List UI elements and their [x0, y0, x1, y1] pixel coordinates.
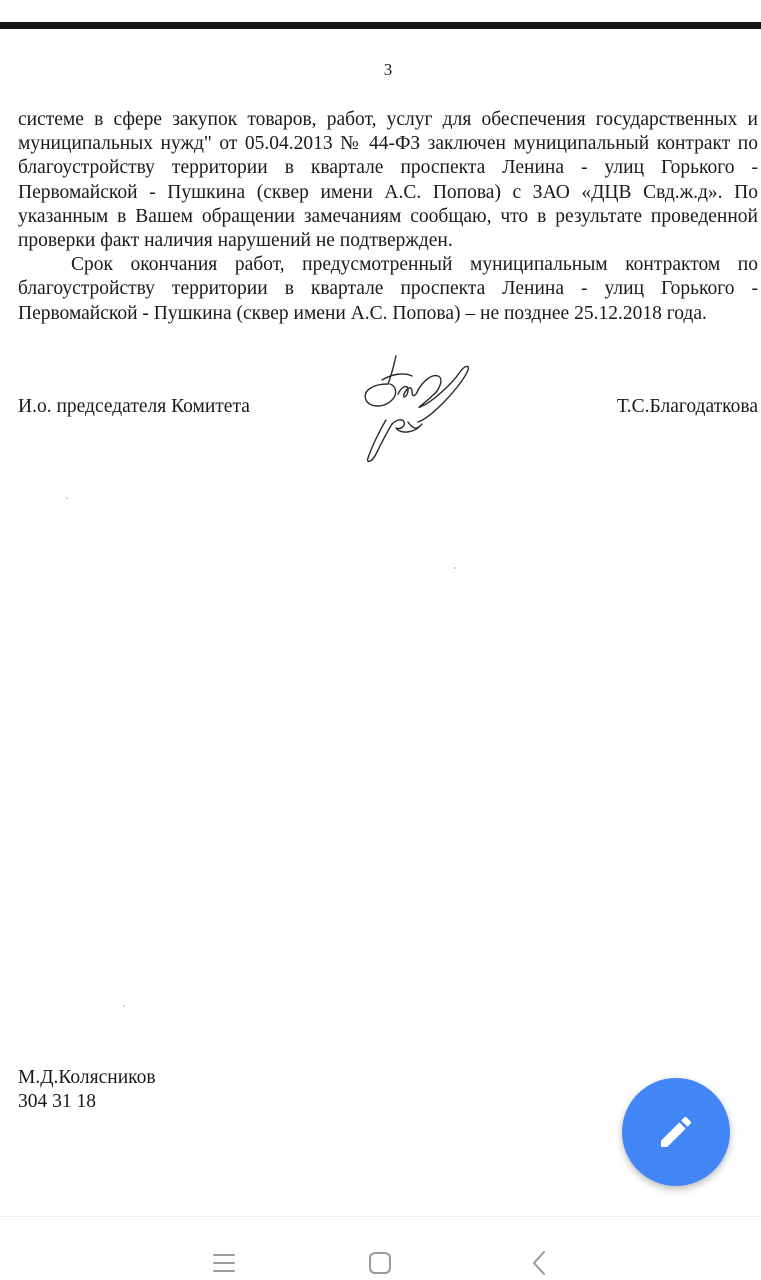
- paragraph-continuation: системе в сфере закупок товаров, работ, услуг для обеспечения государственных и муниципальных нужд" от 05.04.2013 № 44-ФЗ заключен муниципальный контракт по благоустройству территории в квартале проспекта Ленина - улиц Горького - Первомайской - Пушкина (сквер имени А.С. Попова) с ЗАО «ДЦВ Свд.ж.д». По указанным в Вашем обращении замечаниям сообщаю, что в результате проведенной проверки факт наличия нарушений не подтвержден.: [18, 109, 758, 252]
- document-body: [18, 108, 758, 326]
- scan-speck: [66, 497, 68, 499]
- menu-icon: [204, 1249, 244, 1279]
- executor-phone: 304 31 18: [18, 1091, 96, 1112]
- back-button[interactable]: [520, 1249, 560, 1279]
- scan-speck: [454, 567, 456, 569]
- signatory-name: Т.С.Благодаткова: [616, 396, 758, 417]
- executor-info: [18, 1066, 156, 1114]
- back-chevron-icon: [520, 1249, 560, 1279]
- edit-fab-button[interactable]: [622, 1078, 730, 1186]
- handwritten-signature: [352, 350, 477, 468]
- system-navigation-bar: [0, 1217, 761, 1280]
- scan-speck: [123, 1005, 125, 1007]
- page-number: 3: [383, 60, 393, 79]
- paragraph-deadline: Срок окончания работ, предусмотренный муниципальным контрактом по благоустройству территории в квартале проспекта Ленина - улиц Горького - Первомайской - Пушкина (сквер имени А.С. Попова) – не позднее 25.12.2018 года.: [18, 254, 758, 324]
- executor-name: М.Д.Колясников: [18, 1067, 156, 1088]
- document-top-edge: [0, 22, 761, 29]
- pencil-icon: [656, 1112, 696, 1152]
- signatory-title: И.о. председателя Комитета: [18, 396, 250, 417]
- home-square-icon: [360, 1249, 400, 1279]
- menu-button[interactable]: [204, 1249, 244, 1279]
- home-button[interactable]: [360, 1249, 400, 1279]
